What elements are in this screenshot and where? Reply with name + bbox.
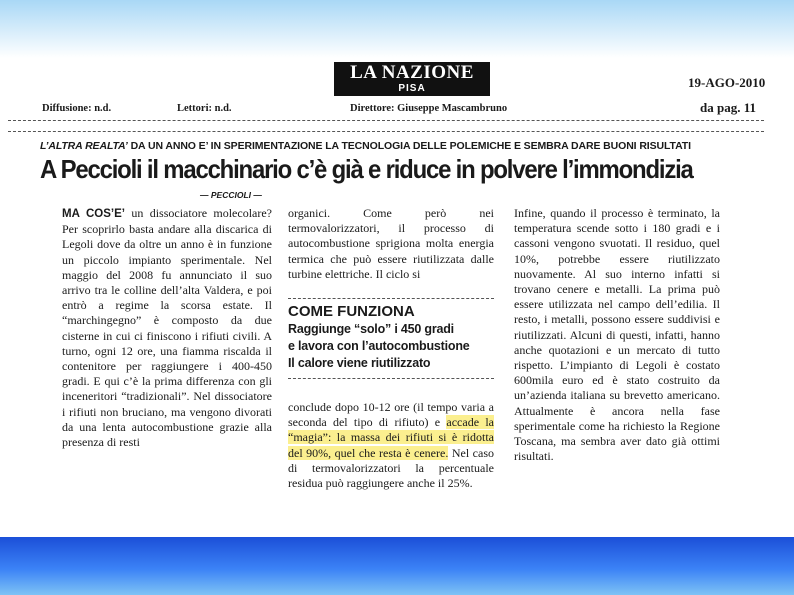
article-column-2-top bbox=[288, 206, 494, 282]
masthead-city: PISA bbox=[398, 83, 426, 94]
lettori-label: Lettori: n.d. bbox=[177, 103, 232, 114]
direttore-label: Direttore: Giuseppe Mascambruno bbox=[350, 103, 508, 114]
info-box-bottom-rule bbox=[288, 378, 494, 379]
column-3-text: Infine, quando il processo è terminato, la temperatura scende sotto i 180 gradi e i cassoni vengono svuotati. Il residuo, quel 10%, potrebbe essere riutilizzato nuovamente. Al suo interno infatti si trovano cenere e metalli. La prima può essere utilizzata nel campo dell’edilia. Il resto, i metalli, possono essere suddivisi e riutilizzati. Alcuni di questi, infatti, hanno anche quotazioni e un mercato di tutto rispetto. L’impianto di Legoli è costato 600mila euro ed è stato costruito da un’azienda italiana su brevetto americano. Attualmente è ancora nella fase sperimentale come ha richiesto la Regione Toscana, ma sembra aver dato già ottimi risultati. bbox=[514, 206, 720, 464]
kicker-text: DA UN ANNO E’ IN SPERIMENTAZIONE LA TECNOLOGIA DELLE POLEMICHE E SEMBRA DARE BUONI RISULTATI bbox=[127, 140, 691, 152]
article-column-2-bottom bbox=[288, 400, 494, 491]
page-reference: da pag. 11 bbox=[700, 100, 756, 115]
bottom-gradient-band bbox=[0, 537, 794, 595]
article-column-3 bbox=[514, 206, 720, 464]
article-lead-in: MA COS’E’ bbox=[62, 208, 125, 220]
info-box-top-rule bbox=[288, 298, 494, 299]
article-column-1 bbox=[62, 206, 272, 450]
column-2-bottom-post: Nel caso di termovalorizzatori la percentuale residua può raggiungere anche il 25%. bbox=[288, 445, 494, 491]
diffusione-label: Diffusione: n.d. bbox=[42, 103, 112, 114]
highlighted-text: accade la “magia”: la massa dei rifiuti si è ridotta del 90%, quel che resta è cenere. bbox=[288, 415, 494, 460]
article-byline: — PECCIOLI — bbox=[200, 190, 262, 200]
kicker-label: L’ALTRA REALTA’ bbox=[40, 140, 128, 152]
header-divider-2 bbox=[8, 131, 764, 132]
article-kicker bbox=[40, 140, 691, 152]
header-divider bbox=[8, 120, 764, 121]
article-headline: A Peccioli il macchinario c’è già e riduce in polvere l’immondizia bbox=[40, 154, 693, 184]
column-1-text: un dissociatore molecolare? Per scoprirlo basta andare alla discarica di Legoli dove da oltre un anno è in funzione un piccolo impianto sperimentale. Nel maggio del 2008 fu annunciato il suo arrivo tra le colline dell’alta Valdera, e poi entrò a regime la scorsa estate. Il “marchingegno” è composto da due cisterne in cui ci finiscono i rifiuti civili. A turno, ogni 12 ore, una fiamma riscalda il contenitore per raggiungere i 400-450 gradi. E qui c’è la prima differenza con gli inceneritori “tradizionali”. Nel dissociatore i rifiuti non bruciano, ma vengono divorati da una lenta autocombustione grazie alla presenza di resti bbox=[62, 206, 272, 450]
top-gradient-band bbox=[0, 0, 794, 58]
newspaper-masthead-logo bbox=[334, 62, 490, 96]
column-2-top-text: organici. Come però nei termovalorizzatori, il processo di autocombustione sprigiona molta energia termica che può essere riutilizzata dalle turbine elettriche. Il ciclo si bbox=[288, 206, 494, 281]
info-box bbox=[288, 298, 494, 379]
masthead-name: LA NAZIONE bbox=[350, 62, 474, 83]
column-2-bottom-pre: conclude dopo 10-12 ore (il tempo varia a seconda del tipo di rifiuto) e bbox=[288, 400, 494, 430]
info-box-subtitle-2: e lavora con l’autocombustione bbox=[288, 339, 470, 353]
info-box-subtitle-3: Il calore viene riutilizzato bbox=[288, 356, 431, 370]
info-box-title: COME FUNZIONA bbox=[288, 303, 415, 320]
publication-date: 19-AGO-2010 bbox=[688, 75, 766, 90]
info-box-subtitle-1: Raggiunge “solo” i 450 gradi bbox=[288, 322, 454, 336]
